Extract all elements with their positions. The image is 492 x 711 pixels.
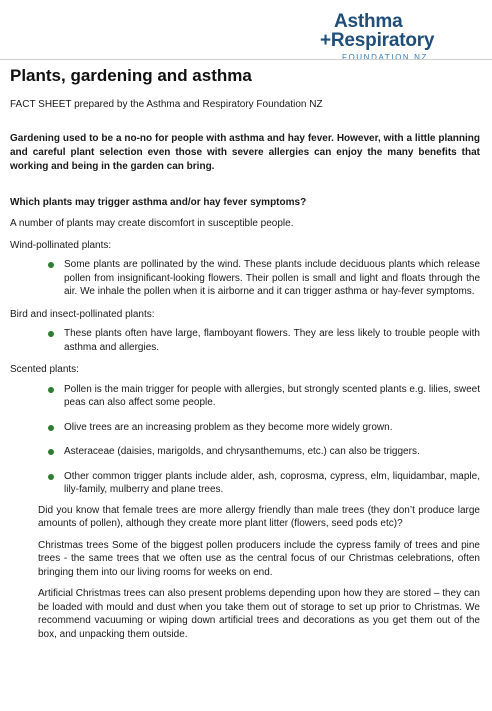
lead-paragraph: A number of plants may create discomfort in susceptible people.: [10, 218, 294, 229]
bullet-list-scented: [10, 383, 480, 497]
foundation-logo: [320, 12, 470, 62]
header-divider: [0, 59, 492, 60]
logo-line-respiratory: [320, 31, 470, 50]
list-item: Pollen is the main trigger for people with allergies, but strongly scented plants e.g. lilies, sweet peas can also affect some people.: [10, 383, 480, 410]
bullet-icon: [48, 331, 54, 337]
paragraph-artificial-trees: Artificial Christmas trees can also present problems depending upon how they are stored – they can be loaded with mould and dust when you take them out of storage to set up prior to Christmas. We recommend vacuuming or wiping down artificial trees and decorations as you get them out of the box, and unpacking them outside.: [38, 588, 480, 640]
list-item: Asteraceae (daisies, marigolds, and chrysanthemums, etc.) can also be triggers.: [10, 445, 480, 459]
list-item: Olive trees are an increasing problem as they become more widely grown.: [10, 421, 480, 435]
intro-paragraph: Gardening used to be a no-no for people with asthma and hay fever. However, with a little planning and careful plant selection even those with severe allergies can enjoy the many benefits that working and being in the garden can bring.: [10, 133, 480, 172]
bullet-icon: [48, 449, 54, 455]
logo-respiratory-text: Respiratory: [330, 30, 435, 51]
logo-line-foundation: FOUNDATION NZ: [342, 53, 428, 62]
bullet-icon: [48, 425, 54, 431]
paragraph-female-trees: Did you know that female trees are more allergy friendly than male trees (they don’t produce large amounts of pollen), although they create more plant litter (flowers, seed pods etc)?: [38, 504, 480, 529]
bullet-list-bird: [10, 327, 480, 354]
list-item: Other common trigger plants include alder, ash, coprosma, cypress, elm, liquidambar, maple, lily-family, mulberry and plane trees.: [10, 470, 480, 497]
paragraph-christmas-trees: Christmas trees Some of the biggest pollen producers include the cypress family of trees and pine trees - the same trees that we often use as the central focus of our Christmas celebrations, often bringing them into our living rooms for weeks on end.: [38, 539, 480, 578]
fact-sheet-subtitle: FACT SHEET prepared by the Asthma and Respiratory Foundation NZ: [10, 99, 323, 110]
section-heading: Which plants may trigger asthma and/or hay fever symptoms?: [10, 197, 307, 208]
document-body: [10, 66, 480, 641]
logo-plus-icon: +: [320, 30, 331, 51]
bullet-icon: [48, 262, 54, 268]
section-label-scented: Scented plants:: [10, 364, 79, 375]
list-item: These plants often have large, flamboyant flowers. They are less likely to trouble people with asthma and allergies.: [10, 327, 480, 354]
bullet-icon: [48, 474, 54, 480]
list-item: Some plants are pollinated by the wind. These plants include deciduous plants which release pollen from insignificant-looking flowers. Their pollen is small and light and floats through the air. We inhale the pollen when it is airborne and it can trigger asthma or hay-fever symptoms.: [10, 258, 480, 299]
page-title: Plants, gardening and asthma: [10, 66, 252, 85]
section-label-wind: Wind-pollinated plants:: [10, 239, 112, 251]
logo-line-asthma: Asthma: [334, 11, 403, 32]
bullet-list-wind: [10, 258, 480, 299]
bullet-icon: [48, 387, 54, 393]
section-label-bird: Bird and insect-pollinated plants:: [10, 308, 155, 320]
